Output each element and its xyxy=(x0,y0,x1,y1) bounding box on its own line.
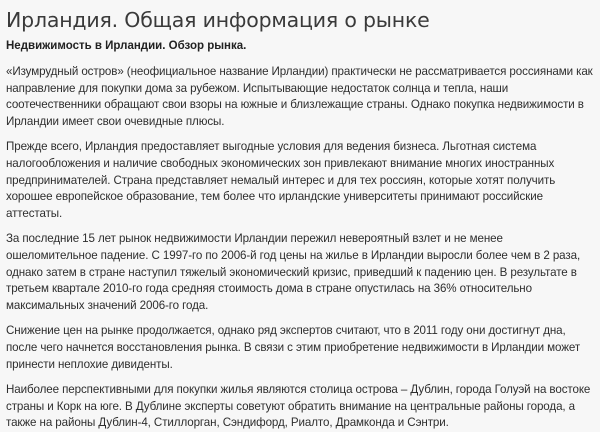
paragraph-intro: «Изумрудный остров» (неофициальное название Ирландии) практически не рассматривается россиянами как направление для покупки дома за рубежом. Испытывающие недостаток солнца и тепла, наши соотечественники обращают свои взоры на южные и близлежащие страны. Однако покупка недвижимости в Ирландии имеет свои очевидные плюсы. xyxy=(6,65,593,128)
paragraph-business: Прежде всего, Ирландия предоставляет выгодные условия для ведения бизнеса. Льготная система налогообложения и наличие свободных экономических зон привлекают внимание многих иностранных предпринимателей. Страна представляет немалый интерес и для тех россиян, которые хотят получить хорошее европейское образование, тем более что ирландские университеты принимают российские аттестаты. xyxy=(6,140,556,220)
page-title: Ирландия. Общая информация о рынке xyxy=(6,8,430,32)
paragraph-locations: Наиболее перспективными для покупки жилья являются столица острова – Дублин, города Голуэй на востоке страны и Корк на юге. В Дублине эксперты советуют обратить внимание на центральные районы города, а также на районы Дублин-4, Стиллорган, Сэндифорд, Риалто, Драмконда и Сэнтри. xyxy=(6,383,591,430)
article-subtitle: Недвижимость в Ирландии. Обзор рынка. xyxy=(6,40,247,52)
paragraph-price-forecast: Снижение цен на рынке продолжается, однако ряд экспертов считают, что в 2011 году они достигнут дна, после чего начнется восстановления рынка. В связи с этим приобретение недвижимости в Ирландии может принести неплохие дивиденты. xyxy=(6,324,581,371)
paragraph-market-history: За последние 15 лет рынок недвижимости Ирландии пережил невероятный взлет и не менее ошеломительное падение. С 1997-го по 2006-й год цены на жилье в Ирландии выросли более чем в 2 раза, однако затем в стране наступил тяжелый экономический кризис, приведший к падению цен. В результате в третьем квартале 2010-го года средняя стоимость дома в стране опустилась на 36% относительно максимальных значений 2006-го года. xyxy=(6,232,581,312)
